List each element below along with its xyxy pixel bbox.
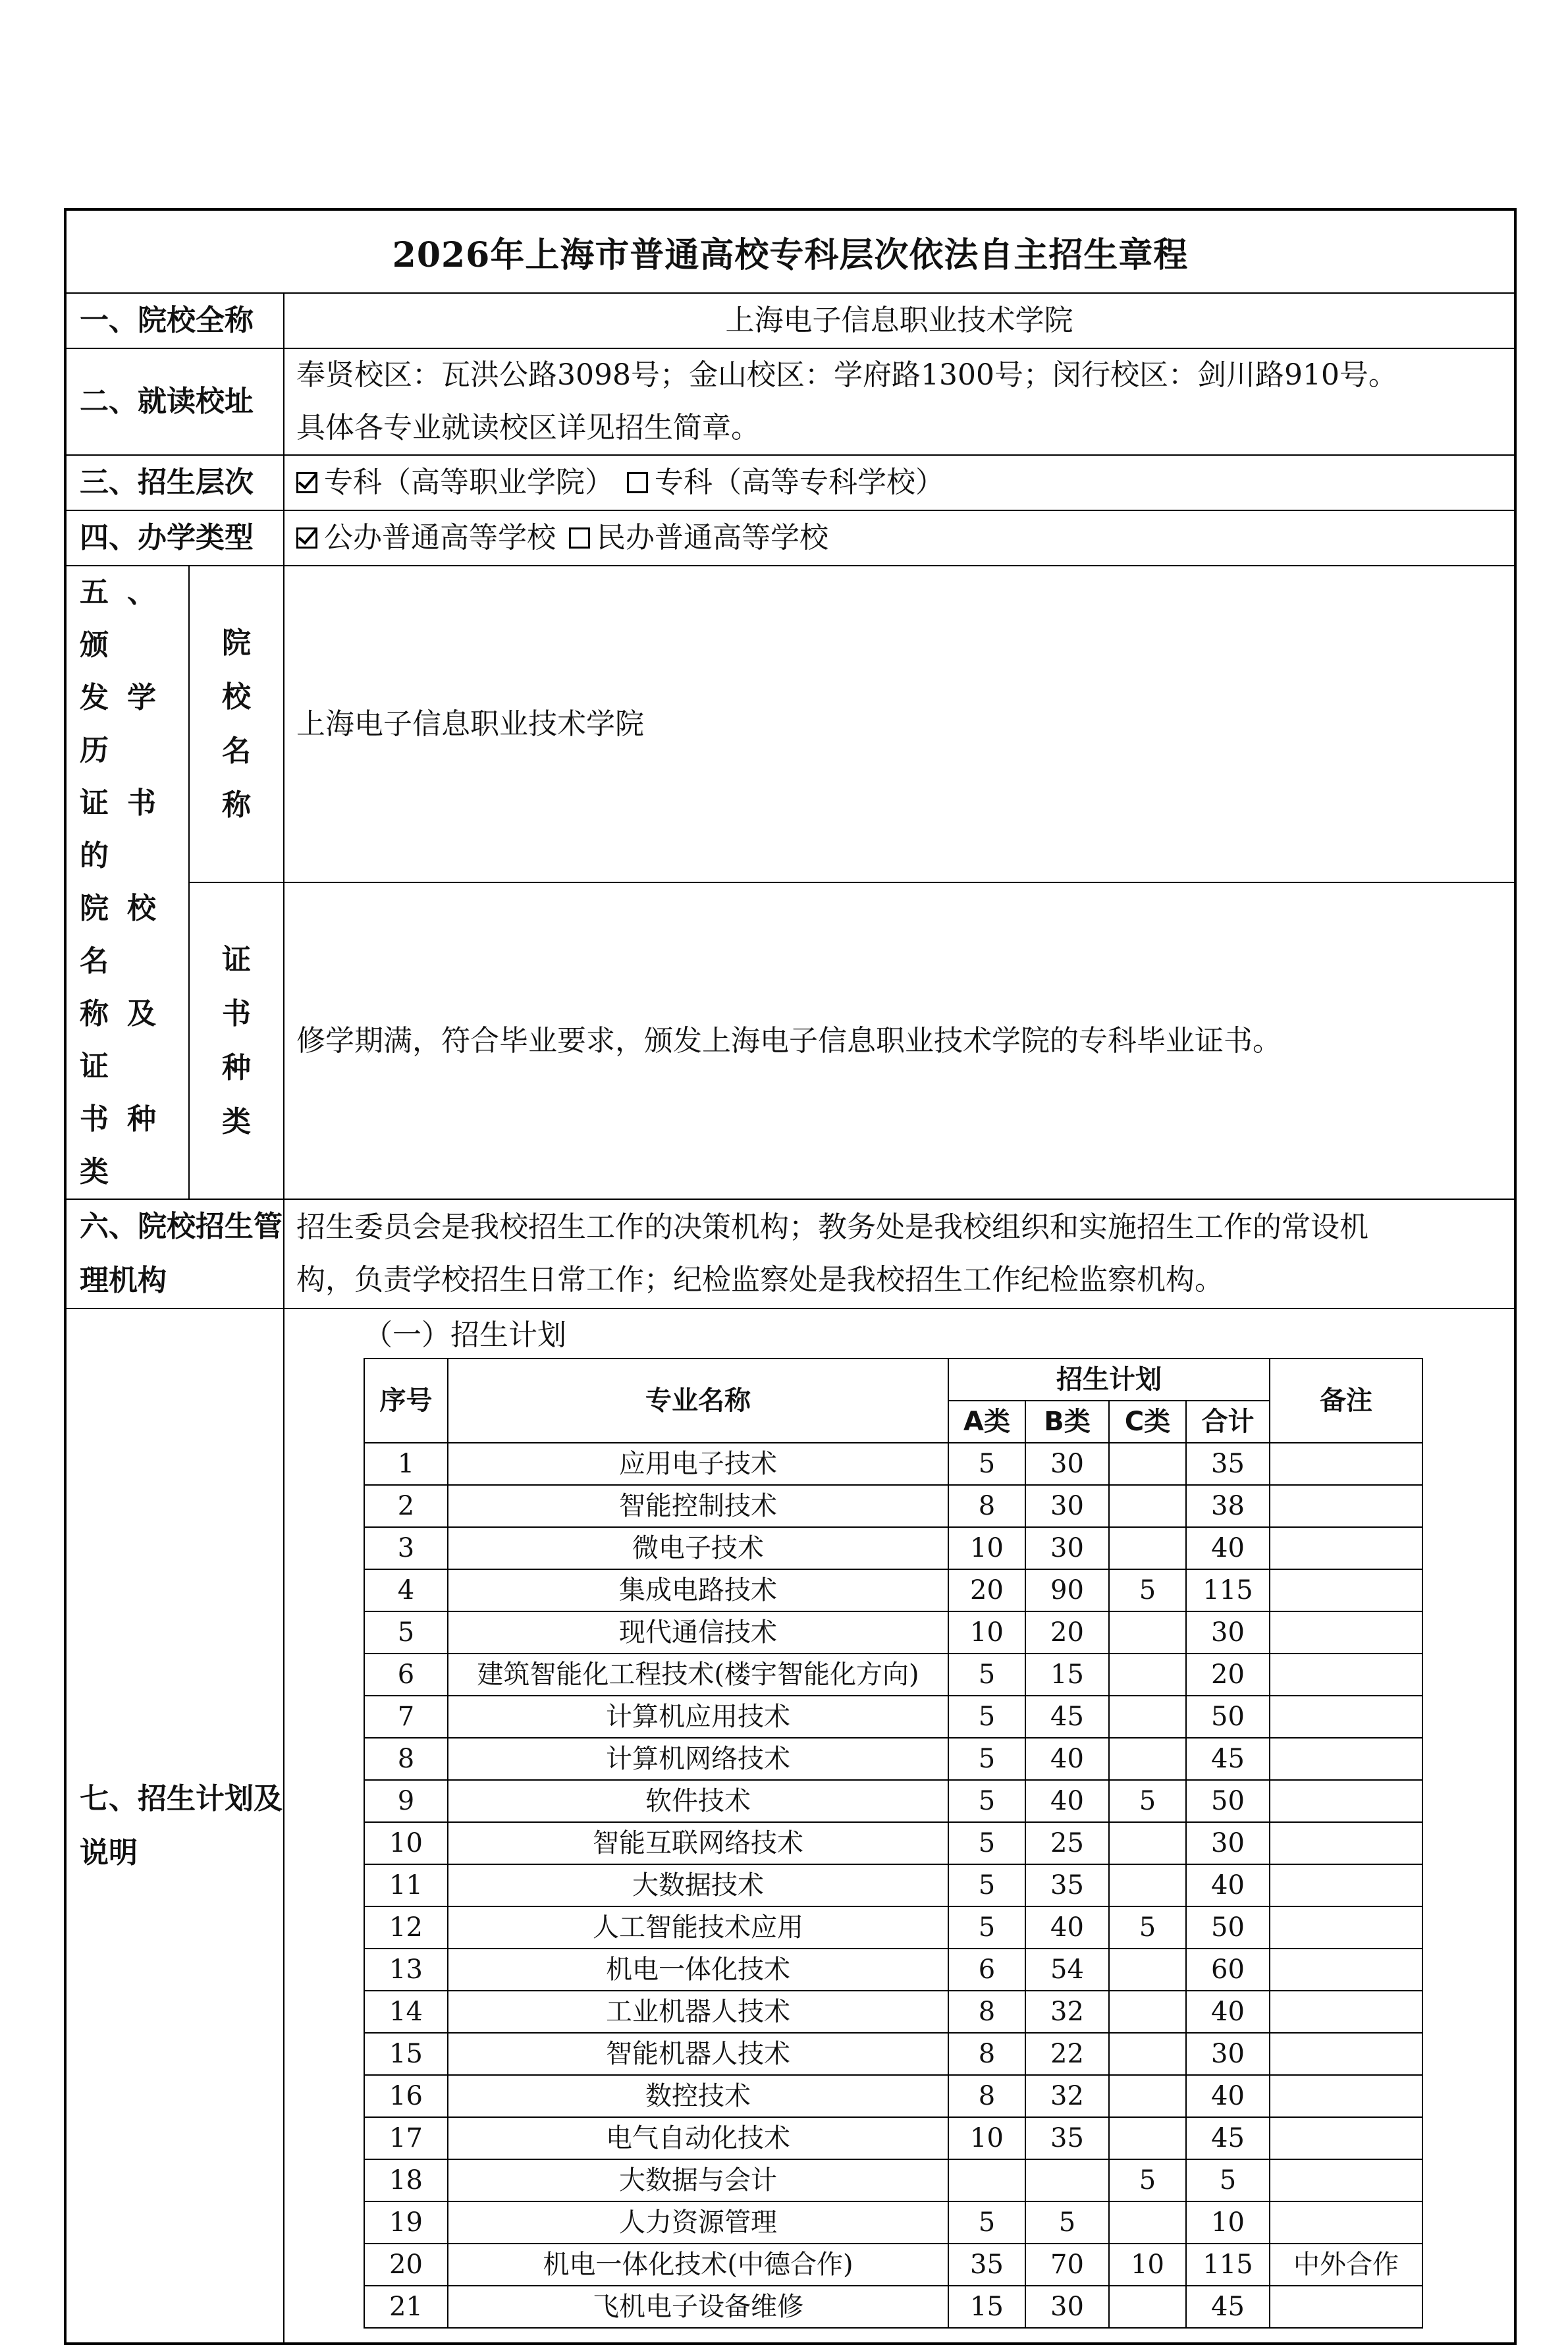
level-option-vocational: 专科（高等职业学院） <box>324 466 614 499</box>
cell-no: 7 <box>364 1696 448 1738</box>
cell-total: 10 <box>1186 2201 1270 2244</box>
enrollment-plan-label-line1: 七、招生计划及 <box>80 1781 283 1816</box>
table-row <box>364 1738 1422 1780</box>
cell-no: 18 <box>364 2159 448 2201</box>
cell-c: 5 <box>1109 1780 1186 1822</box>
certificate-type-value: 修学期满，符合毕业要求，颁发上海电子信息职业技术学院的专科毕业证书。 <box>284 882 1515 1199</box>
admissions-office-label-line2: 理机构 <box>80 1264 167 1297</box>
certificate-section-label <box>65 566 189 1199</box>
cell-no: 11 <box>364 1864 448 1906</box>
cell-note <box>1270 2201 1422 2244</box>
cell-c <box>1109 1443 1186 1485</box>
type-option-public: 公办普通高等学校 <box>324 521 556 554</box>
level-option-college: 专科（高等专科学校） <box>655 466 944 499</box>
cell-a <box>948 2159 1025 2201</box>
cell-total: 115 <box>1186 2244 1270 2286</box>
unchecked-box-icon <box>569 527 590 549</box>
cell-b: 40 <box>1025 1738 1109 1780</box>
cell-b: 45 <box>1025 1696 1109 1738</box>
cell-a: 5 <box>948 1780 1025 1822</box>
cell-total: 5 <box>1186 2159 1270 2201</box>
checked-box-icon <box>296 527 317 549</box>
cell-b: 40 <box>1025 1906 1109 1949</box>
cell-note <box>1270 1822 1422 1864</box>
cell-name: 智能互联网络技术 <box>448 1822 948 1864</box>
cell-no: 1 <box>364 1443 448 1485</box>
cell-name: 现代通信技术 <box>448 1611 948 1654</box>
cell-a: 5 <box>948 1696 1025 1738</box>
cell-b: 35 <box>1025 1864 1109 1906</box>
header-a: A类 <box>948 1401 1025 1443</box>
cell-a: 5 <box>948 1864 1025 1906</box>
cell-a: 10 <box>948 1527 1025 1569</box>
cell-a: 6 <box>948 1949 1025 1991</box>
cell-no: 6 <box>364 1654 448 1696</box>
school-type-options <box>284 510 1515 566</box>
cell-note <box>1270 1485 1422 1527</box>
cell-a: 5 <box>948 1906 1025 1949</box>
table-row <box>364 2201 1422 2244</box>
issuing-school-value: 上海电子信息职业技术学院 <box>284 566 1515 882</box>
cell-a: 10 <box>948 1611 1025 1654</box>
table-row <box>364 1696 1422 1738</box>
cell-b: 30 <box>1025 1527 1109 1569</box>
cell-c <box>1109 1864 1186 1906</box>
cell-total: 40 <box>1186 1864 1270 1906</box>
cell-no: 3 <box>364 1527 448 1569</box>
cell-name: 计算机网络技术 <box>448 1738 948 1780</box>
table-row <box>364 1569 1422 1611</box>
header-note: 备注 <box>1270 1359 1422 1443</box>
table-row <box>364 1780 1422 1822</box>
cell-total: 40 <box>1186 1527 1270 1569</box>
cell-no: 21 <box>364 2286 448 2328</box>
cell-note <box>1270 1864 1422 1906</box>
cell-no: 20 <box>364 2244 448 2286</box>
table-row <box>364 1443 1422 1485</box>
cell-a: 5 <box>948 1822 1025 1864</box>
cell-name: 微电子技术 <box>448 1527 948 1569</box>
cell-note <box>1270 1443 1422 1485</box>
cell-no: 12 <box>364 1906 448 1949</box>
header-total: 合计 <box>1186 1401 1270 1443</box>
cell-note <box>1270 1738 1422 1780</box>
cell-note <box>1270 2075 1422 2117</box>
cert-label-line6: 书种类 <box>80 1102 175 1189</box>
table-row <box>364 1611 1422 1654</box>
cell-name: 大数据技术 <box>448 1864 948 1906</box>
checked-box-icon <box>296 472 317 493</box>
cell-no: 13 <box>364 1949 448 1991</box>
enrollment-plan-label-line2: 说明 <box>80 1835 138 1870</box>
charter-table <box>64 208 1517 2345</box>
table-row <box>364 1527 1422 1569</box>
plan-subtitle: （一）招生计划 <box>364 1318 566 1352</box>
cell-note <box>1270 1780 1422 1822</box>
cell-b: 54 <box>1025 1949 1109 1991</box>
table-row <box>364 2117 1422 2159</box>
cell-no: 17 <box>364 2117 448 2159</box>
cell-b: 15 <box>1025 1654 1109 1696</box>
cell-a: 20 <box>948 1569 1025 1611</box>
admissions-office-line2: 构，负责学校招生日常工作；纪检监察处是我校招生工作纪检监察机构。 <box>296 1263 1224 1297</box>
cell-note <box>1270 1527 1422 1569</box>
table-row <box>364 2033 1422 2075</box>
unchecked-box-icon <box>627 472 648 493</box>
cell-c <box>1109 1527 1186 1569</box>
table-row <box>364 1654 1422 1696</box>
cell-name: 人工智能技术应用 <box>448 1906 948 1949</box>
document-title: 2026年上海市普通高校专科层次依法自主招生章程 <box>65 209 1515 293</box>
cell-b: 35 <box>1025 2117 1109 2159</box>
cell-total: 30 <box>1186 2033 1270 2075</box>
cell-a: 5 <box>948 1443 1025 1485</box>
cell-name: 电气自动化技术 <box>448 2117 948 2159</box>
table-row <box>364 2075 1422 2117</box>
cert-label-line1: 五、颁 <box>80 576 175 662</box>
cell-name: 机电一体化技术(中德合作) <box>448 2244 948 2286</box>
cell-a: 10 <box>948 2117 1025 2159</box>
cell-name: 飞机电子设备维修 <box>448 2286 948 2328</box>
cell-c <box>1109 2117 1186 2159</box>
cell-c <box>1109 1696 1186 1738</box>
cell-total: 30 <box>1186 1611 1270 1654</box>
cell-note <box>1270 2286 1422 2328</box>
issuing-school-label <box>189 566 284 882</box>
plan-table-body <box>364 1443 1422 2328</box>
cell-c <box>1109 1738 1186 1780</box>
cell-total: 40 <box>1186 2075 1270 2117</box>
cell-note <box>1270 1696 1422 1738</box>
cell-total: 115 <box>1186 1569 1270 1611</box>
cell-name: 人力资源管理 <box>448 2201 948 2244</box>
campus-address-line2: 具体各专业就读校区详见招生简章。 <box>296 411 760 445</box>
cell-no: 14 <box>364 1991 448 2033</box>
cell-note: 中外合作 <box>1270 2244 1422 2286</box>
cell-total: 40 <box>1186 1991 1270 2033</box>
cell-total: 45 <box>1186 2286 1270 2328</box>
certificate-type-label-line2: 种类 <box>222 1050 269 1139</box>
school-type-label: 四、办学类型 <box>65 510 284 566</box>
cell-b: 40 <box>1025 1780 1109 1822</box>
cell-b: 20 <box>1025 1611 1109 1654</box>
cell-note <box>1270 1991 1422 2033</box>
table-row <box>364 2286 1422 2328</box>
cell-total: 30 <box>1186 1822 1270 1864</box>
cell-name: 建筑智能化工程技术(楼宇智能化方向) <box>448 1654 948 1696</box>
cell-c <box>1109 1991 1186 2033</box>
cell-b: 32 <box>1025 2075 1109 2117</box>
cell-b: 32 <box>1025 1991 1109 2033</box>
cell-no: 9 <box>364 1780 448 1822</box>
cert-label-line3: 证书的 <box>80 786 175 873</box>
admissions-office-line1: 招生委员会是我校招生工作的决策机构；教务处是我校组织和实施招生工作的常设机 <box>296 1210 1368 1244</box>
header-plan: 招生计划 <box>948 1359 1270 1401</box>
cell-total: 20 <box>1186 1654 1270 1696</box>
enrollment-plan-label <box>65 1308 284 2344</box>
type-option-private: 民办普通高等学校 <box>597 521 828 554</box>
cell-no: 10 <box>364 1822 448 1864</box>
cell-total: 35 <box>1186 1443 1270 1485</box>
cell-b: 25 <box>1025 1822 1109 1864</box>
issuing-school-label-line1: 院校 <box>222 626 269 714</box>
cell-c: 10 <box>1109 2244 1186 2286</box>
cell-name: 智能控制技术 <box>448 1485 948 1527</box>
cell-no: 19 <box>364 2201 448 2244</box>
school-name-value: 上海电子信息职业技术学院 <box>284 293 1515 348</box>
cert-label-line2: 发学历 <box>80 681 175 767</box>
cell-c <box>1109 1822 1186 1864</box>
cell-total: 38 <box>1186 1485 1270 1527</box>
cell-no: 4 <box>364 1569 448 1611</box>
cell-b: 30 <box>1025 1485 1109 1527</box>
table-row <box>364 1906 1422 1949</box>
admissions-office-label <box>65 1199 284 1308</box>
issuing-school-label-line2: 名称 <box>222 734 269 822</box>
table-row <box>364 1485 1422 1527</box>
header-major-name: 专业名称 <box>448 1359 948 1443</box>
campus-address-value <box>284 348 1515 455</box>
cell-c: 5 <box>1109 1569 1186 1611</box>
cell-a: 8 <box>948 2075 1025 2117</box>
cell-a: 35 <box>948 2244 1025 2286</box>
table-row <box>364 2244 1422 2286</box>
cell-no: 15 <box>364 2033 448 2075</box>
cell-c <box>1109 1654 1186 1696</box>
cell-note <box>1270 2033 1422 2075</box>
admissions-office-label-line1: 六、院校招生管 <box>80 1210 283 1243</box>
cell-a: 15 <box>948 2286 1025 2328</box>
cell-b: 70 <box>1025 2244 1109 2286</box>
cell-total: 50 <box>1186 1696 1270 1738</box>
cell-total: 50 <box>1186 1780 1270 1822</box>
cell-name: 机电一体化技术 <box>448 1949 948 1991</box>
cell-a: 8 <box>948 2033 1025 2075</box>
cell-total: 45 <box>1186 2117 1270 2159</box>
cert-label-line4: 院校名 <box>80 892 175 978</box>
cell-c <box>1109 2201 1186 2244</box>
cell-total: 50 <box>1186 1906 1270 1949</box>
header-no: 序号 <box>364 1359 448 1443</box>
cell-note <box>1270 2159 1422 2201</box>
campus-address-label: 二、就读校址 <box>65 348 284 455</box>
cell-name: 大数据与会计 <box>448 2159 948 2201</box>
cell-name: 集成电路技术 <box>448 1569 948 1611</box>
table-row <box>364 1991 1422 2033</box>
cell-note <box>1270 1569 1422 1611</box>
school-name-label: 一、院校全称 <box>65 293 284 348</box>
table-row <box>364 1864 1422 1906</box>
cell-c: 5 <box>1109 2159 1186 2201</box>
table-row <box>364 1949 1422 1991</box>
campus-address-line1: 奉贤校区：瓦洪公路3098号；金山校区：学府路1300号；闵行校区：剑川路910号。 <box>296 358 1397 392</box>
cell-total: 45 <box>1186 1738 1270 1780</box>
cell-note <box>1270 1611 1422 1654</box>
table-row <box>364 1822 1422 1864</box>
enrollment-plan-content <box>284 1308 1515 2344</box>
enrollment-plan-table <box>364 1358 1423 2329</box>
cell-c <box>1109 2075 1186 2117</box>
cell-total: 60 <box>1186 1949 1270 1991</box>
cell-c <box>1109 1611 1186 1654</box>
cell-b <box>1025 2159 1109 2201</box>
cell-a: 5 <box>948 1654 1025 1696</box>
cell-b: 22 <box>1025 2033 1109 2075</box>
cell-c <box>1109 1949 1186 1991</box>
cell-c <box>1109 1485 1186 1527</box>
cell-note <box>1270 1654 1422 1696</box>
cell-note <box>1270 1949 1422 1991</box>
header-b: B类 <box>1025 1401 1109 1443</box>
certificate-type-label-line1: 证书 <box>222 942 269 1031</box>
cell-b: 30 <box>1025 2286 1109 2328</box>
cell-b: 90 <box>1025 1569 1109 1611</box>
cell-c <box>1109 2033 1186 2075</box>
cell-name: 应用电子技术 <box>448 1443 948 1485</box>
cell-c <box>1109 2286 1186 2328</box>
cert-label-line5: 称及证 <box>80 997 175 1083</box>
cell-a: 8 <box>948 1485 1025 1527</box>
certificate-type-label <box>189 882 284 1199</box>
cell-name: 工业机器人技术 <box>448 1991 948 2033</box>
cell-b: 30 <box>1025 1443 1109 1485</box>
admissions-office-value <box>284 1199 1515 1308</box>
table-row <box>364 2159 1422 2201</box>
cell-note <box>1270 2117 1422 2159</box>
cell-no: 8 <box>364 1738 448 1780</box>
cell-c: 5 <box>1109 1906 1186 1949</box>
cell-a: 8 <box>948 1991 1025 2033</box>
cell-name: 数控技术 <box>448 2075 948 2117</box>
enrollment-level-label: 三、招生层次 <box>65 455 284 510</box>
cell-no: 5 <box>364 1611 448 1654</box>
cell-name: 软件技术 <box>448 1780 948 1822</box>
cell-a: 5 <box>948 2201 1025 2244</box>
enrollment-level-options <box>284 455 1515 510</box>
cell-no: 2 <box>364 1485 448 1527</box>
cell-name: 智能机器人技术 <box>448 2033 948 2075</box>
header-c: C类 <box>1109 1401 1186 1443</box>
charter-document <box>64 208 1514 2345</box>
cell-name: 计算机应用技术 <box>448 1696 948 1738</box>
cell-note <box>1270 1906 1422 1949</box>
cell-b: 5 <box>1025 2201 1109 2244</box>
cell-no: 16 <box>364 2075 448 2117</box>
cell-a: 5 <box>948 1738 1025 1780</box>
